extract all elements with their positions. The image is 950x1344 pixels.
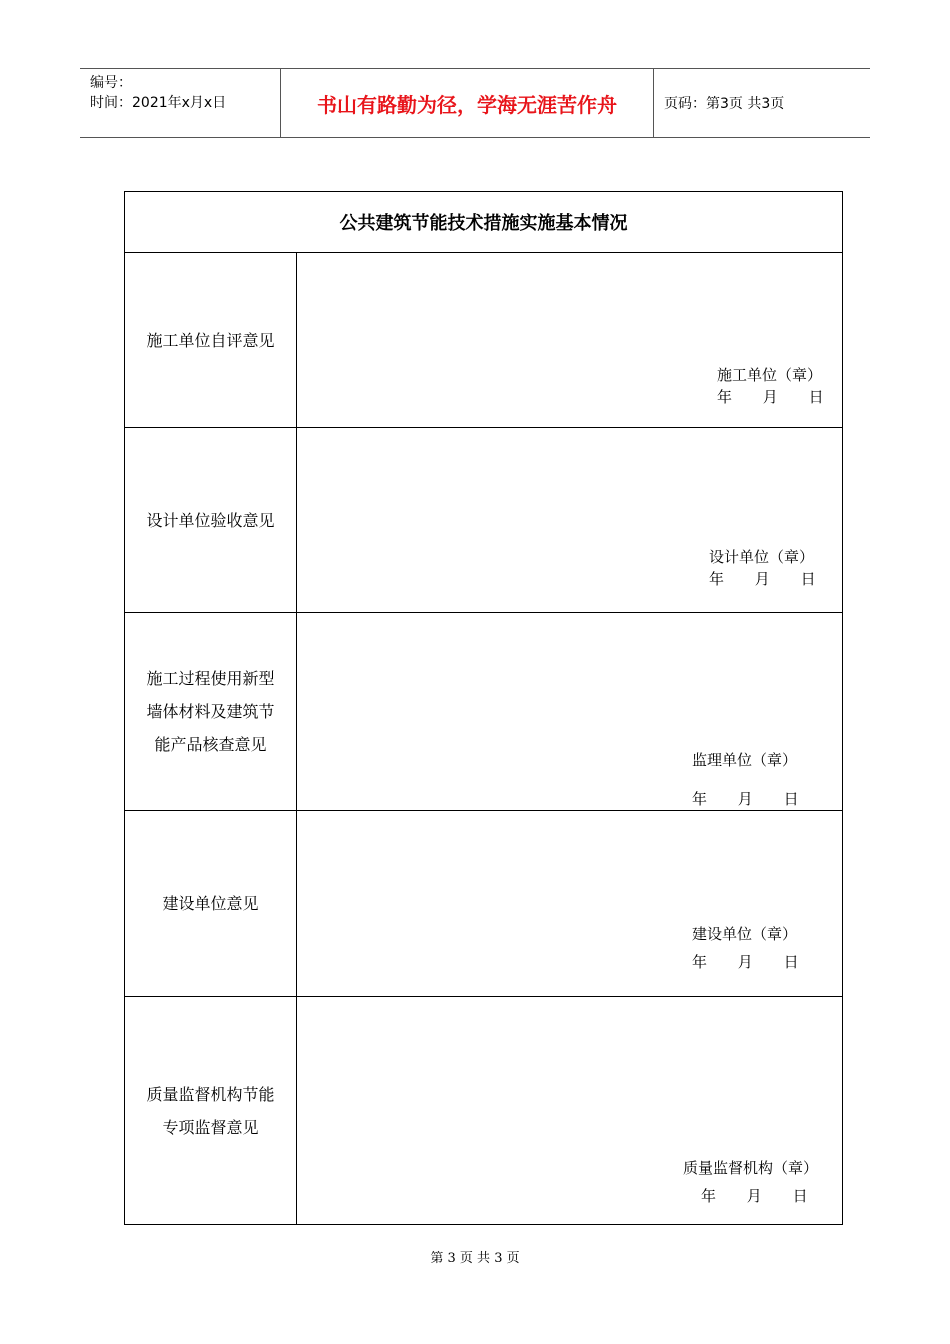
- signature-block: [692, 923, 799, 973]
- date-line: [692, 951, 799, 973]
- date-year: 年: [692, 790, 708, 808]
- row-label-line: 墙体材料及建筑节: [146, 702, 275, 721]
- date-year: 年: [717, 388, 733, 406]
- table-row: [125, 613, 842, 811]
- row-label-line: 设计单位验收意见: [146, 510, 275, 530]
- row-label: [125, 997, 297, 1225]
- opinion-area[interactable]: [297, 811, 842, 996]
- seal-label: 建设单位（章）: [692, 925, 798, 943]
- row-label: [125, 428, 297, 612]
- date-month: 月: [737, 953, 753, 971]
- date-month: 月: [746, 1187, 762, 1205]
- seal-label: 监理单位（章）: [692, 751, 798, 769]
- date-day: 日: [800, 570, 816, 588]
- row-label: [125, 811, 297, 996]
- row-label: [125, 613, 297, 810]
- date-month: 月: [754, 570, 770, 588]
- seal-label: 施工单位（章）: [717, 366, 823, 384]
- date-day: 日: [783, 790, 799, 808]
- table-row: [125, 997, 842, 1225]
- header-motto: 书山有路勤为径，学海无涯苦作舟: [281, 69, 654, 137]
- row-label-line: 施工过程使用新型: [146, 669, 275, 688]
- signature-block: [717, 364, 824, 408]
- date-line: [692, 788, 799, 810]
- signature-block: [709, 546, 816, 590]
- table-row: [125, 253, 842, 428]
- opinion-area[interactable]: [297, 997, 842, 1225]
- date-day: 日: [792, 1187, 808, 1205]
- table-title: 公共建筑节能技术措施实施基本情况: [125, 192, 842, 253]
- row-label-line: 质量监督机构节能: [146, 1085, 275, 1104]
- header-page-label: 页码：第3页 共3页: [664, 96, 785, 112]
- page-footer: 第 3 页 共 3 页: [430, 1251, 520, 1266]
- date-line: [717, 386, 824, 408]
- row-label: [125, 253, 297, 427]
- date-year: 年: [701, 1187, 717, 1205]
- seal-label: 质量监督机构（章）: [683, 1159, 819, 1177]
- opinion-area[interactable]: [297, 428, 842, 612]
- header-meta: [80, 69, 281, 137]
- signature-block: [692, 749, 799, 810]
- seal-label: 设计单位（章）: [709, 548, 815, 566]
- signature-block: [683, 1157, 818, 1207]
- time-label: 时间：2021年x月x日: [90, 95, 227, 111]
- date-line: [701, 1185, 818, 1207]
- row-label-line: 施工单位自评意见: [146, 330, 275, 350]
- date-year: 年: [692, 953, 708, 971]
- table-row: [125, 428, 842, 613]
- opinion-area[interactable]: [297, 613, 842, 810]
- date-day: 日: [808, 388, 824, 406]
- date-month: 月: [737, 790, 753, 808]
- row-label-line: 专项监督意见: [162, 1118, 259, 1137]
- date-line: [709, 568, 816, 590]
- date-year: 年: [709, 570, 725, 588]
- table-row: [125, 811, 842, 997]
- date-day: 日: [783, 953, 799, 971]
- date-month: 月: [762, 388, 778, 406]
- opinion-area[interactable]: [297, 253, 842, 427]
- row-label-line: 建设单位意见: [162, 894, 259, 913]
- number-label: 编号：: [90, 75, 132, 91]
- document-header: [80, 68, 870, 138]
- inspection-form-table: [124, 191, 843, 1225]
- row-label-line: 能产品核查意见: [154, 735, 267, 754]
